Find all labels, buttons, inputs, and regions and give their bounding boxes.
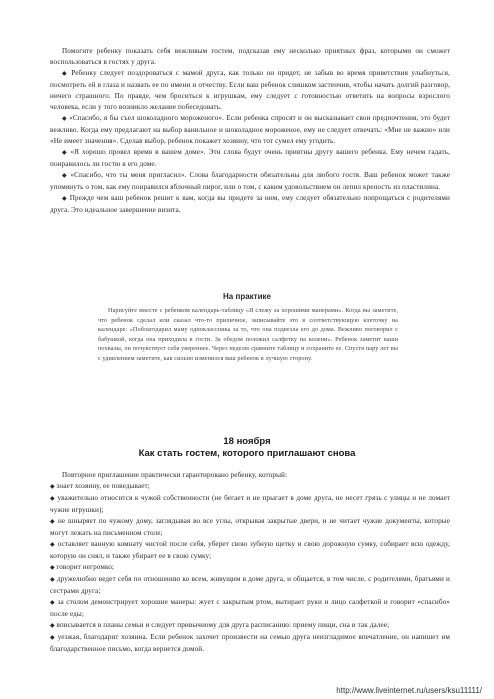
lesson-paragraph: ◆ уважительно относится к чужой собственности (не бегает и не прыгает в доме друга, не несет грязь с улицы и не ломает чужие игрушки);: [50, 493, 450, 516]
practice-heading: На практике: [223, 292, 271, 301]
lesson-section: [50, 470, 450, 655]
lesson-paragraph: ◆ говорит негромко;: [50, 562, 450, 574]
lesson-paragraph: ◆ знает хозяину, ее поведывает;: [50, 481, 450, 493]
lesson-paragraph: ◆ не шныряет по чужому дому, заглядывая во все углы, открывая закрытые двери, и не читает чужие документы, которые могут лежать на письменном столе;: [50, 516, 450, 539]
intro-paragraph: Помогите ребенку показать себя вежливым гостем, подсказав ему несколько приятных фраз, которыми он сможет воспользоваться в гостях у друга.: [50, 47, 450, 66]
section-title: Как стать гостем, которого приглашают снова: [138, 448, 356, 459]
lesson-paragraph: ◆ за столом демонстрирует хорошие манеры: жует с закрытым ртом, вытирает руки и лицо салфеткой и говорит «спасибо» после еды;: [50, 597, 450, 620]
lesson-paragraph: ◆ оставляет ванную комнату чистой после себя, уберет свою зубную щетку и свою дорожную сумку, собирает всю одежду, которую он снял, и также убирает ее в свою сумку;: [50, 539, 450, 562]
intro-paragraph: ◆ «Я хорошо провел время в вашем доме». Эти слова будут очень приятны другу вашего ребенка. Ему нечем гадать, понравилось ли гостю в его доме.: [50, 147, 450, 170]
intro-paragraph: ◆ Прежде чем ваш ребенок решит к вам, когда вы придете за ним, ему следует обязательно попрощаться с родителями друга. Это идеальное завершение визита.: [50, 193, 450, 216]
section-date: 18 ноября: [223, 436, 271, 447]
lesson-paragraph: ◆ дружелюбно ведет себя по отношению ко всем, живущим в доме друга, и общается, в том числе, с родителями, братьями и сестрами друга;: [50, 574, 450, 597]
footer-url[interactable]: http://www.liveinternet.ru/users/ksu11111/: [336, 686, 482, 695]
lesson-paragraph: ◆ вписывается в планы семьи и следует привычному для друга расписанию: приему пищи, сна и так далее;: [50, 620, 450, 632]
lesson-paragraph: ◆ уезжая, благодарит хозяина. Если ребенок захочет произвести на семью друга неизгладимое впечатление, он напишет им благодарственное письмо, когда вернется домой.: [50, 632, 450, 655]
practice-box: [98, 306, 398, 363]
intro-paragraph: ◆ «Спасибо, я бы съел шоколадного мороженого». Если ребенка спросят и он высказывает свои предпочтения, это будет вежливо. Когда ему предлагают на выбор ванильное и шоколадное мороженое, ему не следует отвечать: «Мне не важно» или «Не имеет значения». Сделав выбор, ребенок покажет хозяину, что тот сумел ему угодить.: [50, 113, 450, 147]
practice-text: Нарисуйте вместе с ребенком календарь-таблицу «Я слежу за хорошими манерами». Когда вы заметите, что ребенок сделал или сказал что-то приличное, записывайте это в соответствующую клеточку на календаре: «Поблагодарил маму одноклассника за то, что она подвезла его до дома. Вежливо поговорил с бабушкой, когда она приходила в гости. За обедом положил салфетку на колени». Ребенок заметит ваши похвалы, он почувствует себя увереннее. Через неделю сравните таблицу и сохраните ее. Спустя пару лет вы с удивлением заметите, как сильно изменился ваш ребенок в лучшую сторону.: [98, 307, 398, 362]
lesson-paragraph: Повторное приглашение практически гарантировано ребенку, который:: [62, 471, 288, 479]
intro-paragraph: ◆ Ребенку следует поздороваться с мамой друга, как только он придет, не забыв во время приветствия улыбнуться, посмотреть ей в глаза и назвать ее по имени и отчеству. Если ваш ребенок слишком застенчив, чтобы начать долгий разговор, ничего страшного. По правде, чем броситься к игрушкам, ему следует с готовностью ответить на вопросы взрослого человека, если у того возникло желание побеседовать.: [50, 68, 450, 113]
intro-paragraph: ◆ «Спасибо, что ты меня пригласил». Слова благодарности обязательны для любого гостя. Ваш ребенок может также упомянуть о том, как ему понравился яблочный пирог, или о том, с каким удовольствием он лепил крепость из пластилина.: [50, 170, 450, 193]
intro-section: [50, 46, 450, 216]
